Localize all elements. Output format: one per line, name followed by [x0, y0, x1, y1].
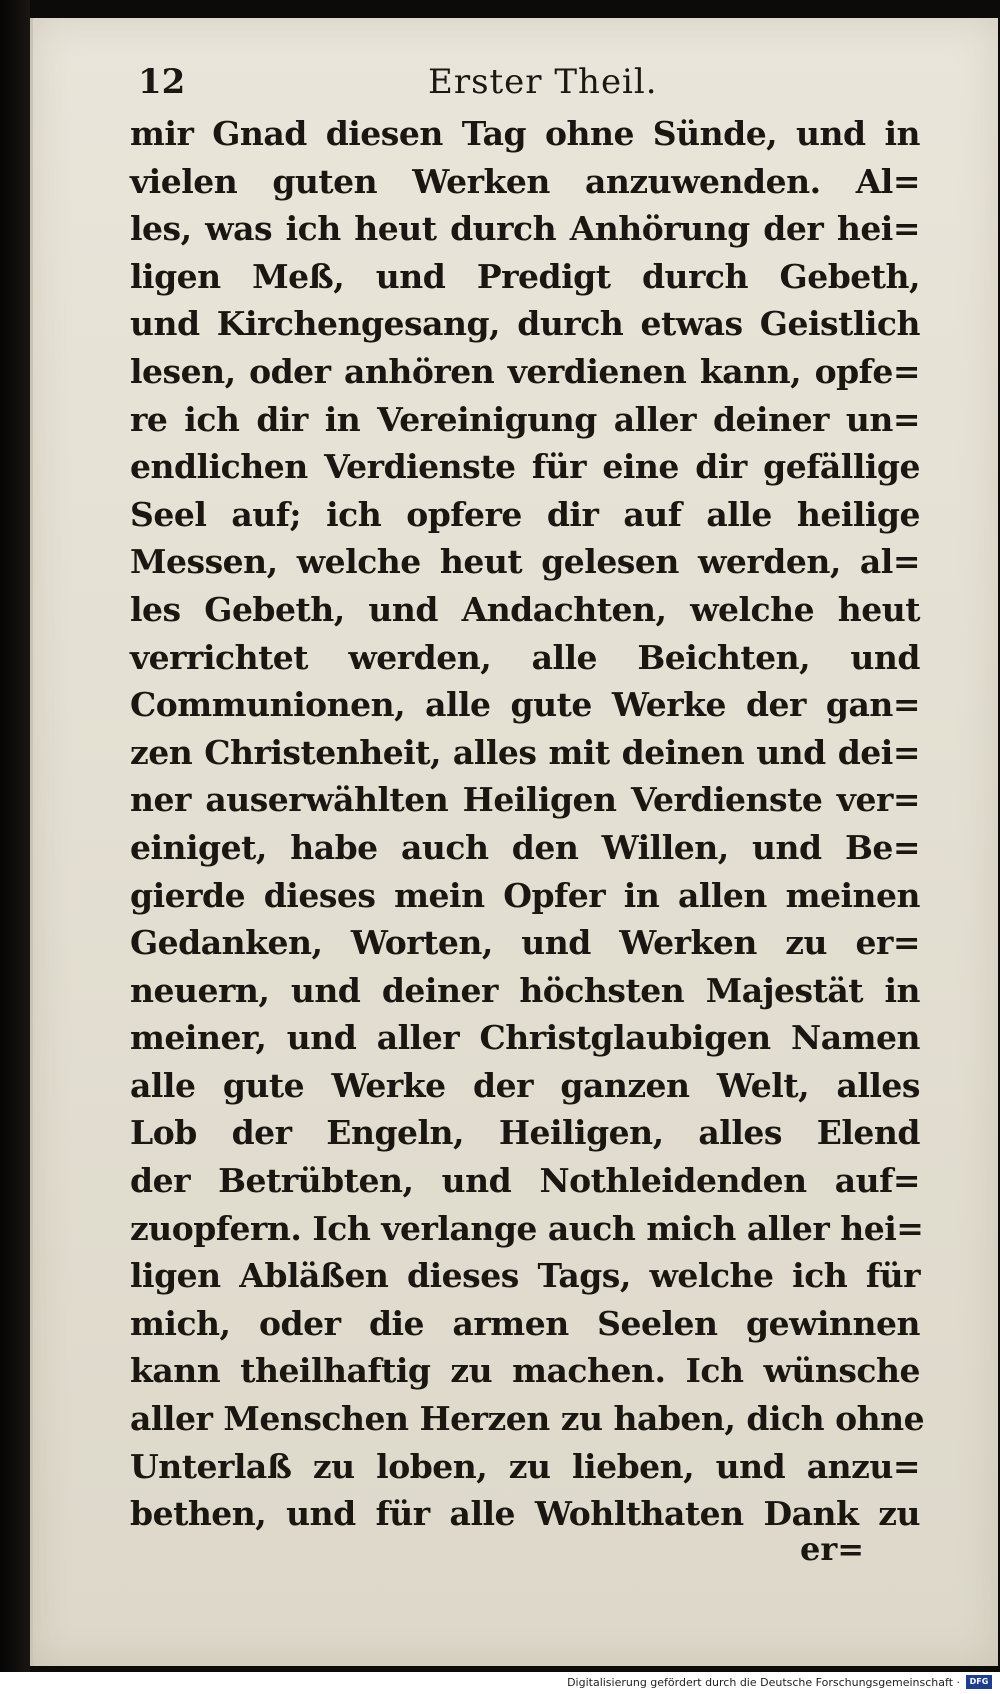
text-line: Communionen, alle gute Werke der gan= — [130, 685, 920, 725]
text-line: neuern, und deiner höchsten Majestät in — [130, 970, 920, 1010]
running-head — [138, 62, 898, 106]
text-line: Messen, welche heut gelesen werden, al= — [130, 542, 920, 582]
text-line: gierde dieses mein Opfer in allen meinen — [130, 875, 920, 915]
text-line: meiner, und aller Christglaubigen Namen — [130, 1018, 920, 1058]
text-line: re ich dir in Vereinigung aller deiner un= — [130, 399, 920, 439]
text-line: ner auserwählten Heiligen Verdienste ver= — [130, 780, 920, 820]
text-line: und Kirchengesang, durch etwas Geistlich — [130, 304, 920, 344]
text-line: Gedanken, Worten, und Werken zu er= — [130, 923, 920, 963]
catchword: er= — [800, 1530, 865, 1568]
text-line: Lob der Engeln, Heiligen, alles Elend — [130, 1113, 920, 1153]
text-line: ligen Meß, und Predigt durch Gebeth, — [130, 256, 920, 296]
text-line: ligen Abläßen dieses Tags, welche ich für — [130, 1256, 920, 1296]
text-line: aller Menschen Herzen zu haben, dich ohne — [130, 1399, 925, 1439]
digitization-credit: Digitalisierung gefördert durch die Deutsche Forschungsgemeinschaft · — [567, 1676, 960, 1689]
text-line: kann theilhaftig zu machen. Ich wünsche — [130, 1351, 920, 1391]
text-line: endlichen Verdienste für eine dir gefällige — [130, 447, 920, 487]
footer-bar — [0, 1672, 1000, 1694]
text-line: der Betrübten, und Nothleidenden auf= — [130, 1161, 920, 1201]
text-line: mich, oder die armen Seelen gewinnen — [130, 1303, 920, 1343]
text-line: lesen, oder anhören verdienen kann, opfe= — [130, 351, 920, 391]
text-line: bethen, und für alle Wohlthaten Dank zu — [130, 1494, 920, 1534]
text-line: Unterlaß zu loben, zu lieben, und anzu= — [130, 1446, 920, 1486]
text-line: mir Gnad diesen Tag ohne Sünde, und in — [130, 114, 920, 153]
text-line: alle gute Werke der ganzen Welt, alles — [130, 1065, 920, 1105]
text-line: vielen guten Werken anzuwenden. Al= — [130, 161, 920, 201]
page-number: 12 — [138, 62, 186, 102]
running-title: Erster Theil. — [428, 62, 658, 102]
dfg-logo: DFG — [966, 1675, 992, 1689]
text-line: Seel auf; ich opfere dir auf alle heilige — [130, 494, 920, 534]
book-spine-edge — [0, 0, 30, 1694]
text-body — [130, 110, 925, 1538]
text-line: verrichtet werden, alle Beichten, und — [130, 637, 920, 677]
text-line: les Gebeth, und Andachten, welche heut — [130, 589, 920, 629]
text-line: les, was ich heut durch Anhörung der hei= — [130, 209, 920, 249]
text-line: zuopfern. Ich verlange auch mich aller hei= — [130, 1208, 924, 1248]
text-line: einiget, habe auch den Willen, und Be= — [130, 827, 920, 867]
text-line: zen Christenheit, alles mit deinen und dei= — [130, 732, 920, 772]
